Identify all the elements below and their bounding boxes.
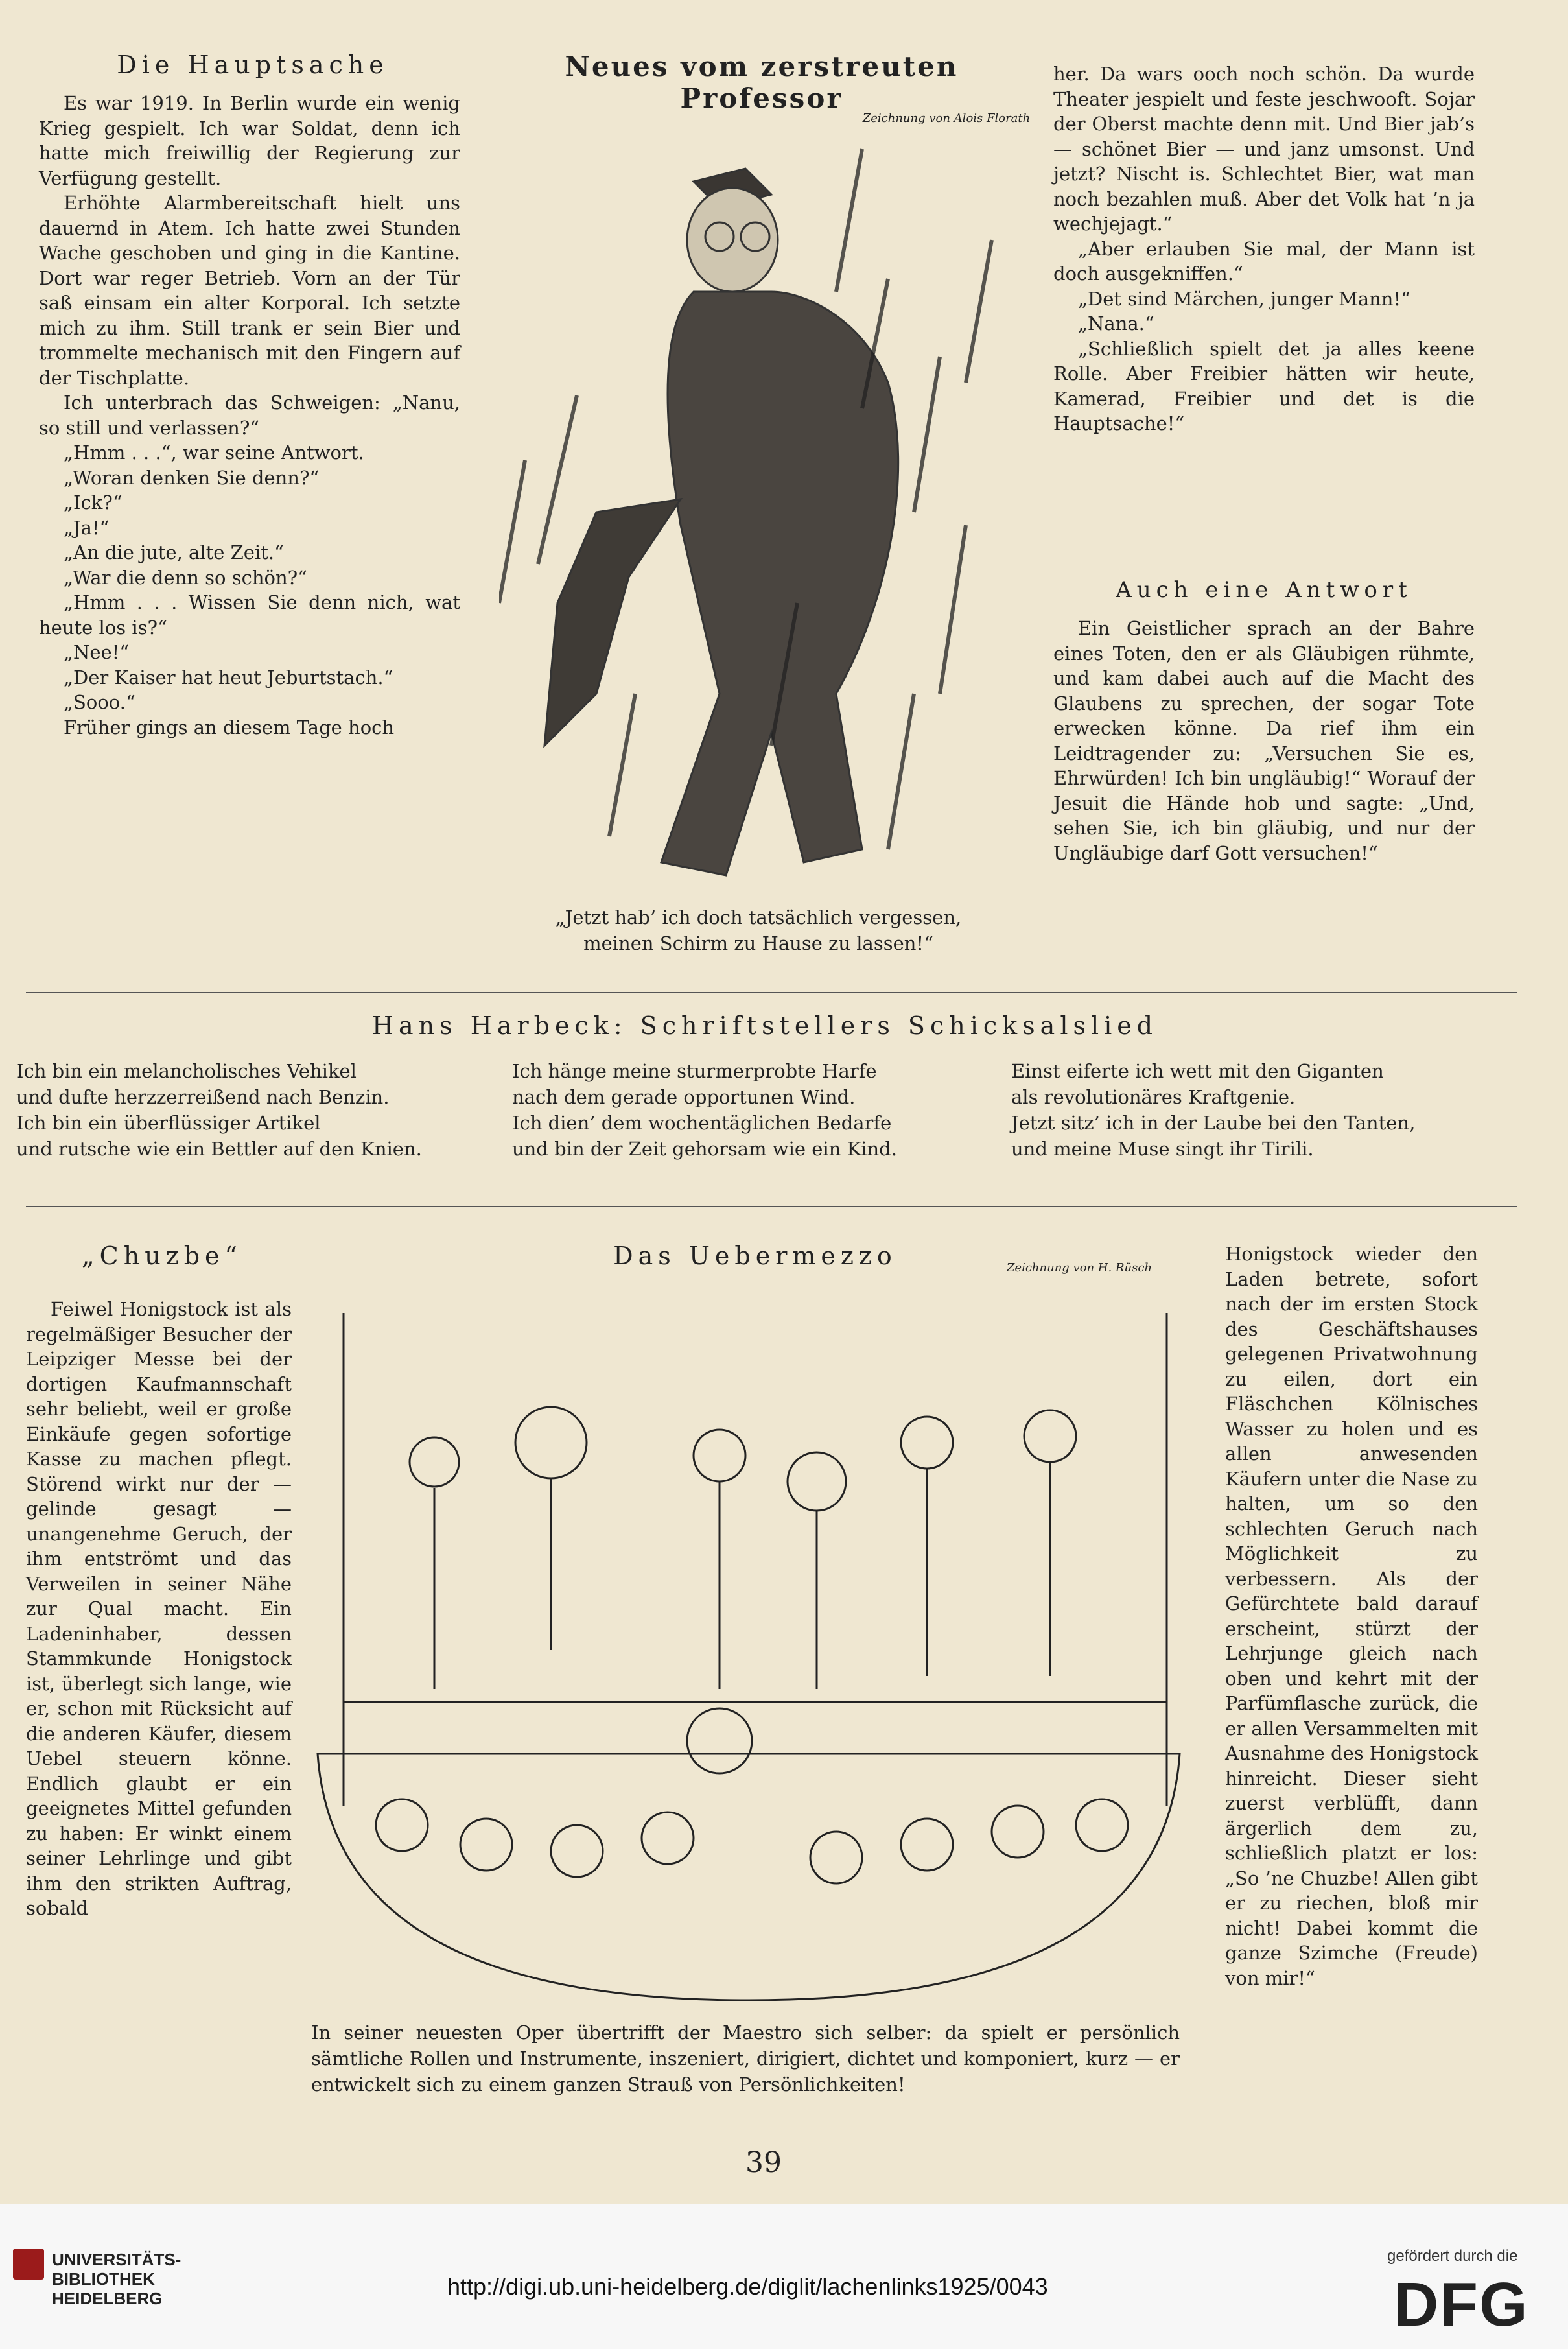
funding-note: gefördert durch die bbox=[1387, 2247, 1518, 2265]
poem-line: und meine Muse singt ihr Tirili. bbox=[1011, 1138, 1314, 1160]
professor-in-rain-illustration bbox=[499, 110, 1011, 908]
cartoon-title-uebermezzo: Das Uebermezzo bbox=[613, 1242, 897, 1270]
cartoon-title-professor: Neues vom zerstreuten Professor bbox=[565, 51, 959, 114]
article-chuzbe-right bbox=[1225, 1242, 1478, 1990]
section-divider bbox=[26, 1206, 1517, 1207]
paragraph: Erhöhte Alarmbereitschaft hielt uns dauernd in Atem. Ich hatte zwei Stunden Wache geschoben und ging in die Kantine. Dort war reger Betrieb. Vorn an der Tür saß einsam ein alter Korporal. Ich setzte mich zu ihm. Still trank er sein Bier und trommelte mechanisch mit den Fingern auf der Tischplatte. bbox=[39, 192, 460, 389]
poem-line: und bin der Zeit gehorsam wie ein Kind. bbox=[512, 1138, 897, 1160]
paragraph: Ein Geistlicher sprach an der Bahre eines Toten, den er als Gläubigen rühmte, und kam dabei auch auf die Macht des Glaubens zu sprechen, der sogar Tote erwecken könne. Da rief ihm ein Leidtragender zu: „Versuchen Sie es, Ehrwürden! Ich bin ungläubig!“ Worauf der Jesuit die Hände hob und sagte: „Und, sehen Sie, ich bin gläubig, und nur der Ungläubige darf Gott versuchen!“ bbox=[1053, 617, 1475, 864]
paragraph: „War die denn so schön?“ bbox=[64, 566, 308, 589]
paragraph: Es war 1919. In Berlin wurde ein wenig Krieg gespielt. Ich war Soldat, denn ich hatte mich freiwillig der Regierung zur Verfügung gestellt. bbox=[39, 92, 460, 189]
paragraph: „Nee!“ bbox=[64, 641, 130, 663]
poem-title: Hans Harbeck: Schriftstellers Schicksalslied bbox=[371, 1011, 1158, 1040]
article-hauptsache-col2 bbox=[1053, 62, 1475, 436]
paragraph: „An die jute, alte Zeit.“ bbox=[64, 541, 284, 563]
poem-line: Jetzt sitz’ ich in der Laube bei den Tanten, bbox=[1011, 1112, 1416, 1134]
paragraph: „Sooo.“ bbox=[64, 691, 135, 713]
poem-stanza-1 bbox=[16, 1058, 496, 1162]
paragraph: „Ick?“ bbox=[64, 491, 123, 513]
cartoon-credit-florath: Zeichnung von Alois Florath bbox=[862, 112, 1031, 125]
cartoon-credit-ruesch: Zeichnung von H. Rüsch bbox=[1006, 1261, 1153, 1275]
poem-line: Ich hänge meine sturmerprobte Harfe bbox=[512, 1060, 877, 1082]
article-antwort bbox=[1053, 616, 1475, 866]
poem-stanza-2 bbox=[512, 1058, 992, 1162]
page-number: 39 bbox=[745, 2146, 782, 2179]
paragraph: „Hmm . . .“, war seine Antwort. bbox=[64, 442, 364, 464]
paragraph: „Ja!“ bbox=[64, 516, 110, 539]
library-line: HEIDELBERG bbox=[52, 2289, 163, 2308]
library-name bbox=[52, 2250, 181, 2308]
article-hauptsache-col1 bbox=[39, 91, 460, 740]
poem-line: nach dem gerade opportunen Wind. bbox=[512, 1086, 856, 1108]
cartoon-caption-professor: „Jetzt hab’ ich doch tatsächlich vergessen, meinen Schirm zu Hause zu lassen!“ bbox=[555, 906, 962, 954]
poem-line: und dufte herzzerreißend nach Benzin. bbox=[16, 1086, 390, 1108]
paragraph: „Det sind Märchen, junger Mann!“ bbox=[1078, 287, 1410, 310]
paragraph: Früher gings an diesem Tage hoch bbox=[64, 716, 395, 738]
university-library-logo-icon bbox=[13, 2249, 44, 2280]
paragraph: „Nana.“ bbox=[1078, 313, 1154, 335]
paragraph: Honigstock wieder den Laden betrete, sofort nach der im ersten Stock des Geschäftshauses gelegenen Privatwohnung zu eilen, dort ein Fläschchen Kölnisches Wasser zu holen und es allen anwesenden Käufern unter die Nase zu halten, um so den schlechten Geruch nach Möglichkeit zu verbessern. Als der Gefürchtete bald darauf erscheint, stürzt der Lehrjunge gleich nach oben und kehrt mit der Parfümflasche zurück, die er allen Versammelten mit Ausnahme des Honigstock hinreicht. Dieser sieht zuerst verblüfft, dann ärgerlich dem zu, schließlich platzt er los: „So ’ne Chuzbe! Allen gibt er zu riechen, bloß mir nicht! Dabei kommt die ganze Szimche (Freude) von mir!“ bbox=[1225, 1243, 1478, 1989]
article-title-hauptsache: Die Hauptsache bbox=[117, 51, 389, 79]
poem-stanza-3 bbox=[1011, 1058, 1491, 1162]
paragraph: „Schließlich spielt det ja alles keene Rolle. Aber Freibier hätten wir heute, Kamerad, Freibier und det is die Hauptsache!“ bbox=[1053, 337, 1475, 434]
article-title-antwort: Auch eine Antwort bbox=[1116, 577, 1412, 603]
poem-line: und rutsche wie ein Bettler auf den Knien. bbox=[16, 1138, 422, 1160]
paragraph: „Aber erlauben Sie mal, der Mann ist doch ausgekniffen.“ bbox=[1053, 237, 1475, 285]
article-title-chuzbe: „Chuzbe“ bbox=[82, 1242, 242, 1270]
library-line: UNIVERSITÄTS- bbox=[52, 2250, 181, 2269]
paragraph: her. Da wars ooch noch schön. Da wurde Theater jespielt und feste jeschwooft. Sojar der Oberst machte denn mit. Und Bier jab’s — schönet Bier — und janz umsonst. Und jetzt? Nischt is. Schlechtet Bier, wat man noch bezahlen muß. Aber det Volk hat ’n ja wechjejagt.“ bbox=[1053, 63, 1475, 235]
cartoon-caption-uebermezzo: In seiner neuesten Oper übertrifft der Maestro sich selber: da spielt er persönlich sämtliche Rollen und Instrumente, inszeniert, dirigiert, dichtet und komponiert, kurz — er entwickelt sich zu einem ganzen Strauß von Persönlichkeiten! bbox=[311, 2022, 1180, 2095]
section-divider bbox=[26, 992, 1517, 993]
opera-stage-illustration bbox=[305, 1287, 1193, 2007]
poem-line: Einst eiferte ich wett mit den Giganten bbox=[1011, 1060, 1384, 1082]
poem-line: Ich dien’ dem wochentäglichen Bedarfe bbox=[512, 1112, 892, 1134]
paragraph: „Woran denken Sie denn?“ bbox=[64, 466, 320, 489]
library-line: BIBLIOTHEK bbox=[52, 2269, 155, 2289]
paragraph: Ich unterbrach das Schweigen: „Nanu, so still und verlassen?“ bbox=[39, 392, 460, 439]
poem-line: als revolutionäres Kraftgenie. bbox=[1011, 1086, 1296, 1108]
poem-line: Ich bin ein überflüssiger Artikel bbox=[16, 1112, 321, 1134]
paragraph: „Der Kaiser hat heut Jeburtstach.“ bbox=[64, 666, 393, 689]
poem-line: Ich bin ein melancholisches Vehikel bbox=[16, 1060, 357, 1082]
paragraph: „Hmm . . . Wissen Sie denn nich, wat heute los is?“ bbox=[39, 591, 460, 639]
article-chuzbe-left bbox=[26, 1297, 292, 1921]
paragraph: Feiwel Honigstock ist als regelmäßiger Besucher der Leipziger Messe bei der dortigen Kaufmannschaft sehr beliebt, weil er große Einkäufe gegen sofortige Kasse zu machen pflegt. Störend wirkt nur der — gelinde gesagt — unangenehme Geruch, der ihm entströmt und das Verweilen in seiner Nähe zur Qual macht. Ein Ladeninhaber, dessen Stammkunde Honigstock ist, überlegt sich lange, wie er, schon mit Rücksicht auf die anderen Käufer, diesem Uebel steuern könne. Endlich glaubt er ein geeignetes Mittel gefunden zu haben: Er winkt einem seiner Lehrlinge und gibt ihm den strikten Auftrag, sobald bbox=[26, 1298, 292, 1919]
source-url-link[interactable]: http://digi.ub.uni-heidelberg.de/diglit/lachenlinks1925/0043 bbox=[447, 2273, 1048, 2300]
dfg-logo: DFG bbox=[1394, 2270, 1529, 2339]
